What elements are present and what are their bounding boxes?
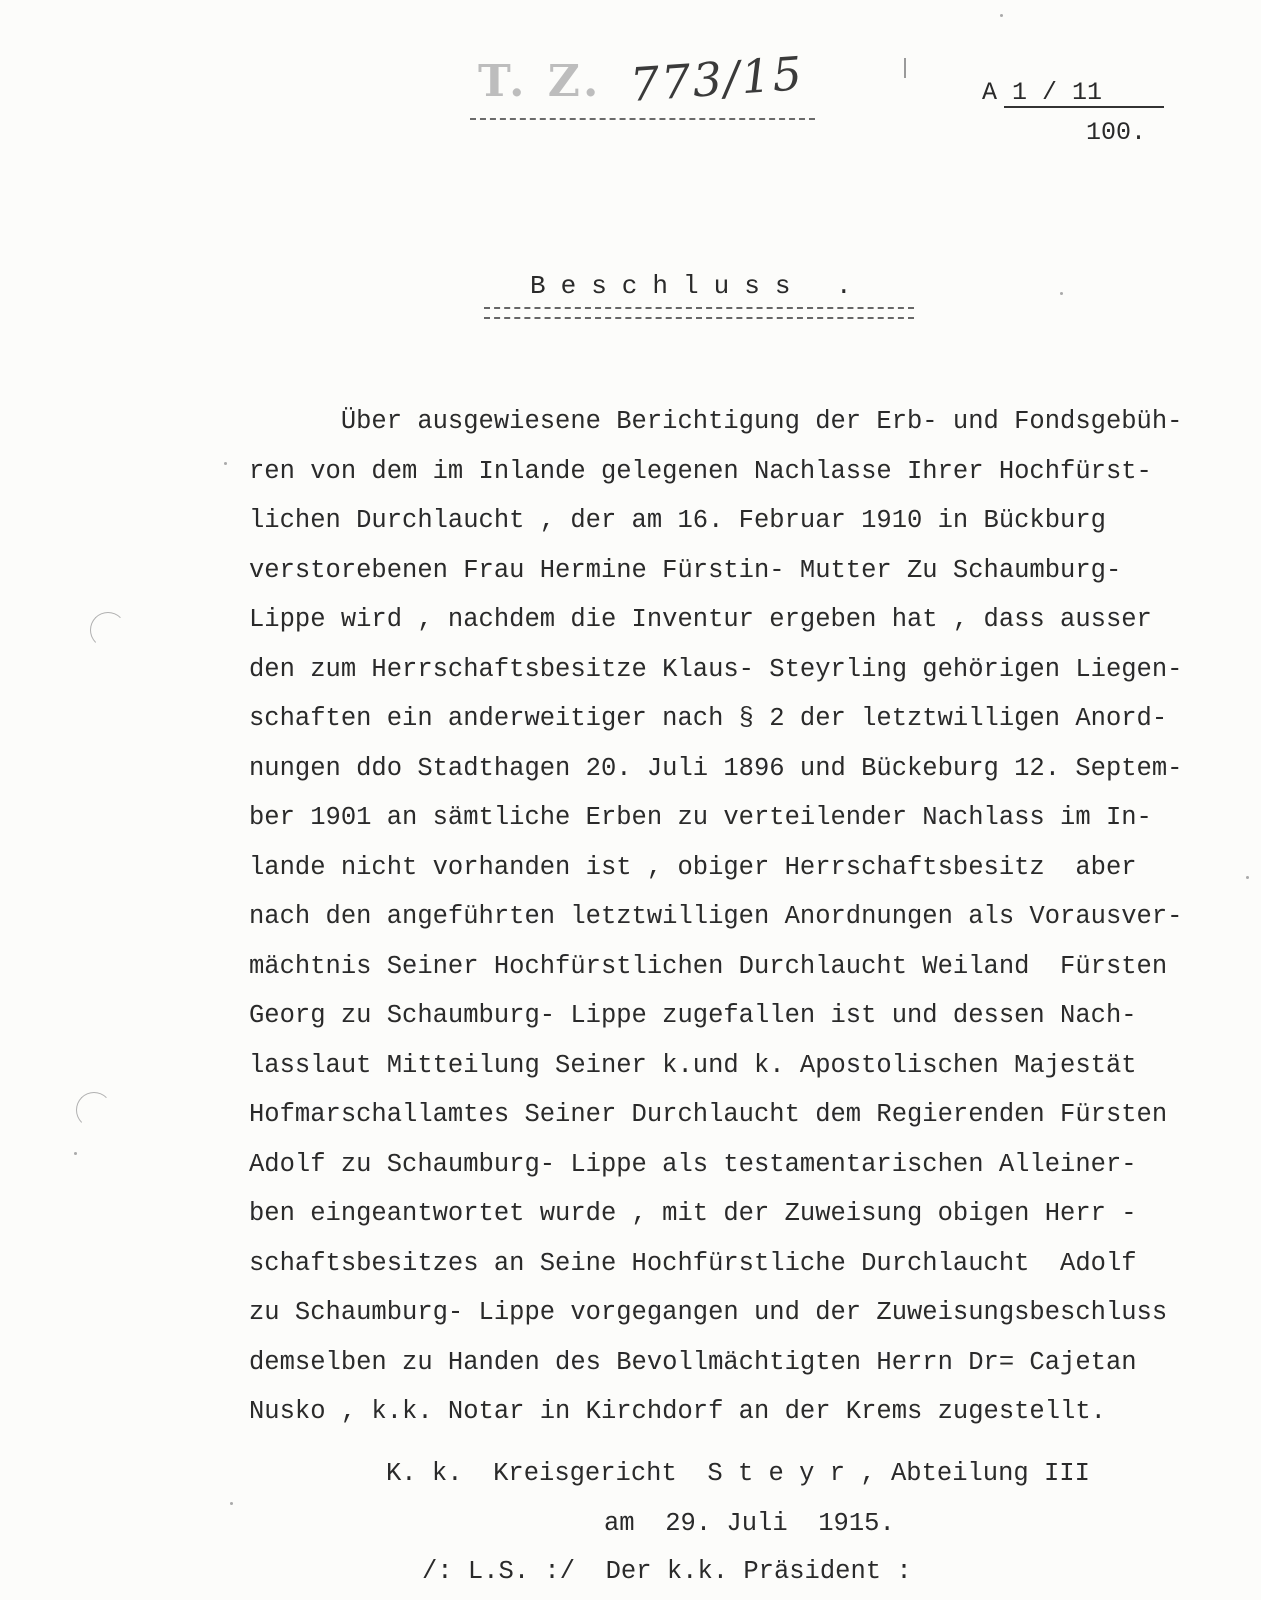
- body-line: Über ausgewiesene Berichtigung der Erb- und Fondsgebüh-: [249, 407, 1183, 436]
- body-line: ben eingeantwortet wurde , mit der Zuweisung obigen Herr -: [249, 1199, 1137, 1228]
- punch-hole-mark: [76, 1092, 112, 1128]
- document-title: Beschluss .: [530, 271, 867, 301]
- reference-numerator: A 1 / 11: [982, 78, 1103, 107]
- body-line: lichen Durchlaucht , der am 16. Februar 1910 in Bückburg: [249, 506, 1106, 535]
- stamp-underline: [470, 118, 815, 120]
- paper-speck: [224, 462, 227, 465]
- body-line: Hofmarschallamtes Seiner Durchlaucht dem Regierenden Fürsten: [249, 1100, 1168, 1129]
- body-line: Lippe wird , nachdem die Inventur ergeben hat , dass ausser: [249, 605, 1152, 634]
- reference-denominator: 100.: [1086, 118, 1147, 147]
- decision-body: [249, 397, 1259, 1437]
- paper-speck: [1060, 292, 1063, 295]
- punch-hole-mark: [90, 612, 126, 648]
- stamp-tick-mark: [904, 58, 906, 78]
- body-line: schaftsbesitzes an Seine Hochfürstliche Durchlaucht Adolf: [249, 1248, 1137, 1278]
- paper-speck: [230, 1502, 233, 1505]
- title-double-underline: [484, 307, 914, 319]
- body-line: Adolf zu Schaumburg- Lippe als testamentarischen Alleiner-: [249, 1149, 1137, 1179]
- body-line: verstorebenen Frau Hermine Fürstin- Mutter Zu Schaumburg-: [249, 555, 1122, 585]
- body-line: zu Schaumburg- Lippe vorgegangen und der Zuweisungsbeschluss: [249, 1298, 1168, 1327]
- body-line: den zum Herrschaftsbesitze Klaus- Steyrling gehörigen Liegen-: [249, 654, 1183, 684]
- body-line: ber 1901 an sämtliche Erben zu verteilender Nachlass im In-: [249, 803, 1152, 832]
- body-line: nach den angeführten letztwilligen Anordnungen als Vorausver-: [249, 902, 1183, 931]
- stamp-handwritten-number: 773/15: [628, 46, 806, 112]
- paper-speck: [74, 1152, 77, 1155]
- stamp-letters: T. Z.: [478, 56, 603, 107]
- paper-speck: [1000, 14, 1003, 17]
- body-line: demselben zu Handen des Bevollmächtigten Herrn Dr= Cajetan: [249, 1347, 1137, 1377]
- decision-date: am 29. Juli 1915.: [604, 1509, 895, 1538]
- seal-and-president-line: /: L.S. :/ Der k.k. Präsident :: [422, 1557, 912, 1586]
- body-line: Georg zu Schaumburg- Lippe zugefallen ist und dessen Nach-: [249, 1001, 1137, 1030]
- body-line: nungen ddo Stadthagen 20. Juli 1896 und Bückeburg 12. Septem-: [249, 753, 1183, 783]
- body-line: schaften ein anderweitiger nach § 2 der letztwilligen Anord-: [249, 704, 1168, 733]
- registry-stamp: [478, 46, 838, 132]
- body-line: lande nicht vorhanden ist , obiger Herrschaftsbesitz aber: [249, 852, 1137, 882]
- body-line: Nusko , k.k. Notar in Kirchdorf an der Krems zugestellt.: [249, 1397, 1106, 1426]
- body-line: ren von dem im Inlande gelegenen Nachlasse Ihrer Hochfürst-: [249, 456, 1152, 486]
- body-line: lasslaut Mitteilung Seiner k.und k. Apostolischen Majestät: [249, 1050, 1137, 1080]
- reference-fraction-rule: [1004, 106, 1164, 108]
- body-line: mächtnis Seiner Hochfürstlichen Durchlaucht Weiland Fürsten: [249, 951, 1168, 981]
- court-signature-line: K. k. Kreisgericht S t e y r , Abteilung III: [386, 1459, 1090, 1488]
